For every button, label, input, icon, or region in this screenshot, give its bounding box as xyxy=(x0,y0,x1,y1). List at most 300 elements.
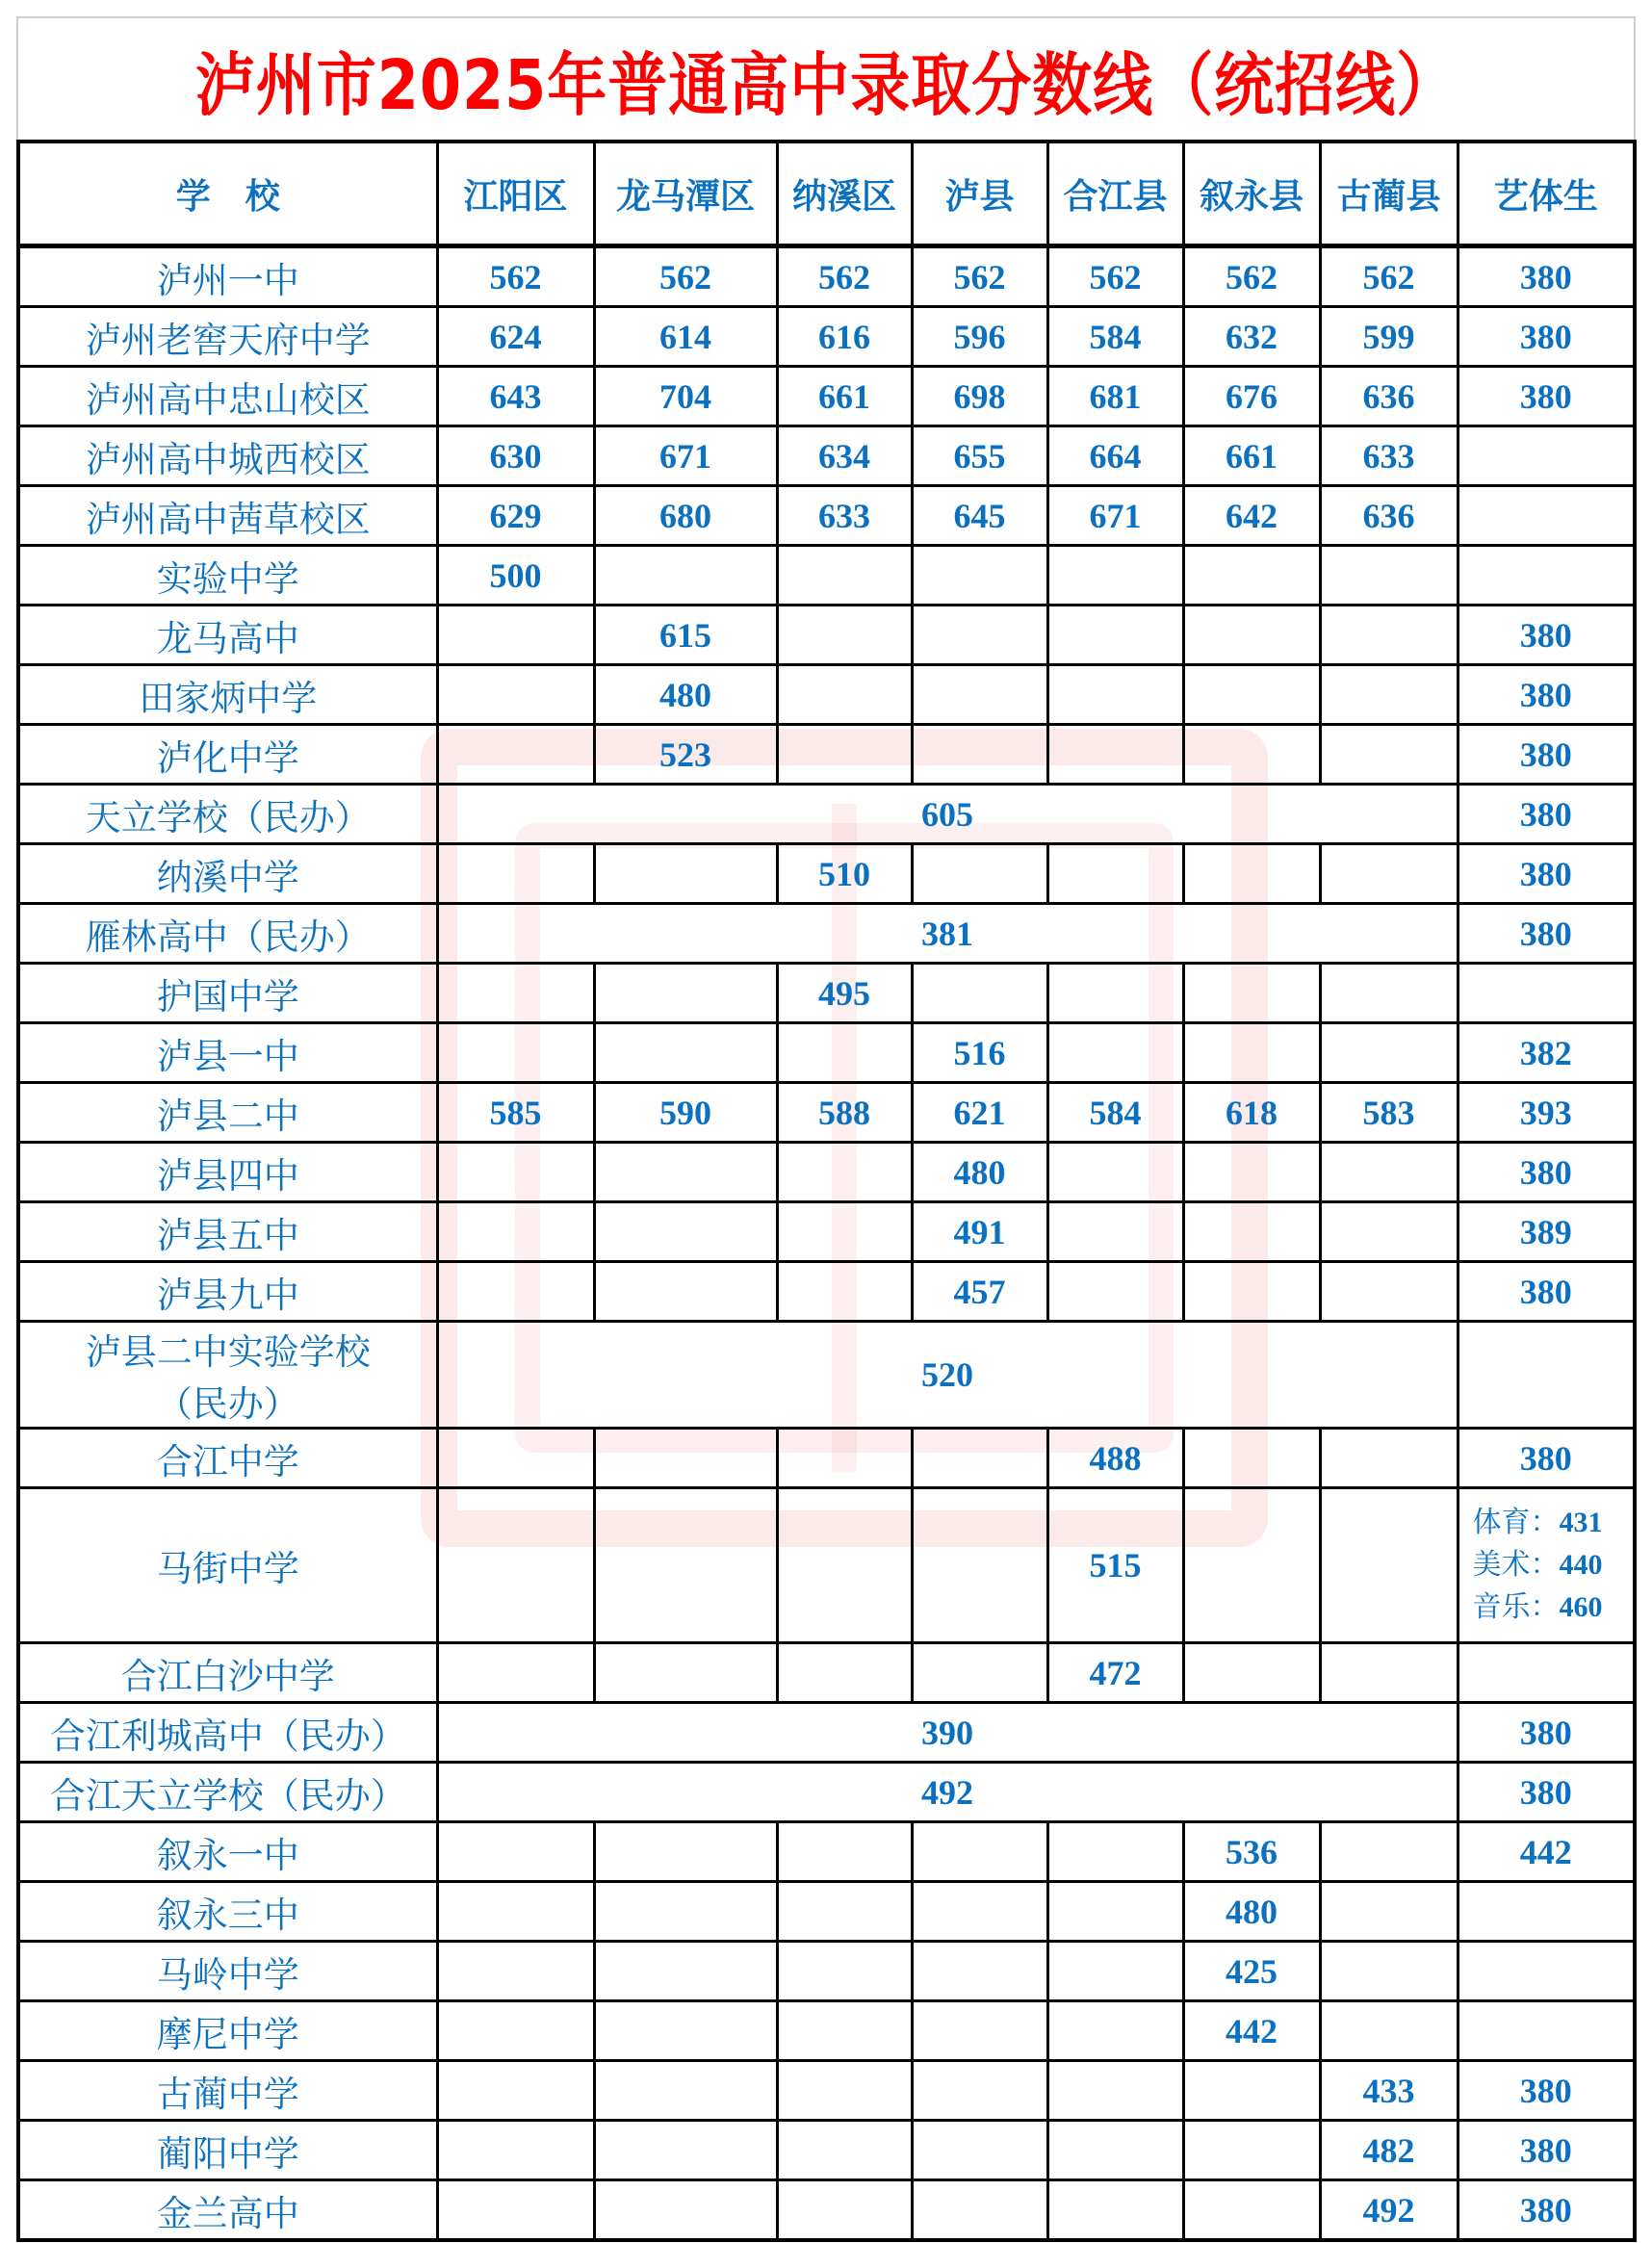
art-sports-score-cell: 380 xyxy=(1458,1703,1635,1763)
score-cell xyxy=(777,1429,912,1488)
score-cell: 661 xyxy=(1183,426,1320,486)
score-cell xyxy=(437,1822,594,1882)
score-cell: 634 xyxy=(777,426,912,486)
score-cell xyxy=(1320,1262,1458,1322)
score-cell xyxy=(1047,1023,1183,1083)
score-cell: 433 xyxy=(1320,2061,1458,2121)
art-sports-score-cell xyxy=(1458,546,1635,606)
score-cell: 680 xyxy=(594,486,777,546)
table-row xyxy=(18,964,1635,1023)
score-cell xyxy=(594,1429,777,1488)
score-cell xyxy=(1320,606,1458,665)
score-cell xyxy=(594,1942,777,2001)
score-cell xyxy=(912,1643,1047,1703)
score-cell xyxy=(777,1143,912,1202)
score-table xyxy=(16,140,1637,2242)
table-row xyxy=(18,2001,1635,2061)
score-cell: 661 xyxy=(777,367,912,426)
score-cell xyxy=(437,964,594,1023)
school-name: 蔺阳中学 xyxy=(18,2121,437,2180)
score-cell: 596 xyxy=(912,307,1047,367)
school-name: 实验中学 xyxy=(18,546,437,606)
table-row xyxy=(18,2121,1635,2180)
school-name: 泸县九中 xyxy=(18,1262,437,1322)
score-cell xyxy=(1183,844,1320,904)
table-row xyxy=(18,665,1635,725)
score-cell: 492 xyxy=(1320,2180,1458,2241)
score-cell xyxy=(912,1882,1047,1942)
table-row xyxy=(18,1643,1635,1703)
school-name: 金兰高中 xyxy=(18,2180,437,2241)
art-sports-score-cell: 380 xyxy=(1458,1262,1635,1322)
score-cell xyxy=(594,1488,777,1643)
score-cell: 621 xyxy=(912,1083,1047,1143)
score-cell: 633 xyxy=(777,486,912,546)
score-cell xyxy=(1047,844,1183,904)
score-cell: 562 xyxy=(912,246,1047,307)
score-cell xyxy=(1183,606,1320,665)
score-cell xyxy=(1183,1202,1320,1262)
score-cell: 425 xyxy=(1183,1942,1320,2001)
score-cell: 562 xyxy=(777,246,912,307)
score-cell xyxy=(594,964,777,1023)
table-row xyxy=(18,1703,1635,1763)
score-cell: 704 xyxy=(594,367,777,426)
merged-score-cell: 381 xyxy=(437,904,1458,964)
art-sports-score-cell: 380 xyxy=(1458,904,1635,964)
score-cell xyxy=(1320,844,1458,904)
art-subscore-line xyxy=(1473,1586,1634,1629)
score-cell xyxy=(1183,964,1320,1023)
score-cell: 614 xyxy=(594,307,777,367)
score-cell xyxy=(777,1643,912,1703)
art-subscore-line xyxy=(1473,1544,1634,1586)
score-cell xyxy=(777,1822,912,1882)
score-cell xyxy=(437,1488,594,1643)
score-cell: 482 xyxy=(1320,2121,1458,2180)
score-cell xyxy=(1047,546,1183,606)
merged-score-cell: 390 xyxy=(437,1703,1458,1763)
score-cell xyxy=(1183,725,1320,785)
header-art-sports: 艺体生 xyxy=(1458,142,1635,246)
score-cell xyxy=(594,1143,777,1202)
score-cell xyxy=(437,1202,594,1262)
score-cell: 516 xyxy=(912,1023,1047,1083)
score-cell: 562 xyxy=(1183,246,1320,307)
school-name-line: 泸县二中实验学校 xyxy=(85,1331,371,1373)
score-cell xyxy=(1047,725,1183,785)
score-cell xyxy=(777,2001,912,2061)
score-cell: 584 xyxy=(1047,307,1183,367)
art-sports-score-cell: 380 xyxy=(1458,367,1635,426)
score-cell xyxy=(594,2061,777,2121)
score-cell xyxy=(437,2180,594,2241)
score-cell xyxy=(912,1942,1047,2001)
score-cell: 588 xyxy=(777,1083,912,1143)
school-name: 合江天立学校（民办） xyxy=(18,1763,437,1822)
page-title-box xyxy=(16,16,1636,140)
score-cell xyxy=(1183,1429,1320,1488)
table-row xyxy=(18,1143,1635,1202)
table-row xyxy=(18,1488,1635,1643)
art-sports-score-cell: 380 xyxy=(1458,2061,1635,2121)
table-row xyxy=(18,606,1635,665)
score-cell xyxy=(594,1643,777,1703)
school-name: 泸州高中城西校区 xyxy=(18,426,437,486)
school-name: 合江中学 xyxy=(18,1429,437,1488)
score-cell xyxy=(437,1023,594,1083)
score-cell xyxy=(1320,546,1458,606)
score-cell xyxy=(594,1822,777,1882)
score-cell: 645 xyxy=(912,486,1047,546)
art-subscore-label: 体育： xyxy=(1472,1506,1560,1539)
score-cell xyxy=(1183,1023,1320,1083)
score-cell xyxy=(1320,1643,1458,1703)
score-cell: 510 xyxy=(777,844,912,904)
score-cell: 500 xyxy=(437,546,594,606)
score-cell xyxy=(777,606,912,665)
score-cell xyxy=(912,665,1047,725)
score-cell xyxy=(912,546,1047,606)
school-name: 泸州老窖天府中学 xyxy=(18,307,437,367)
merged-score-cell: 605 xyxy=(437,785,1458,844)
table-row xyxy=(18,1942,1635,2001)
score-cell: 562 xyxy=(437,246,594,307)
art-sports-score-cell: 393 xyxy=(1458,1083,1635,1143)
score-cell xyxy=(777,2061,912,2121)
art-sports-score-cell xyxy=(1458,964,1635,1023)
score-cell xyxy=(594,844,777,904)
score-cell: 536 xyxy=(1183,1822,1320,1882)
school-name: 泸州一中 xyxy=(18,246,437,307)
score-cell xyxy=(1047,1143,1183,1202)
score-cell: 671 xyxy=(594,426,777,486)
score-cell: 615 xyxy=(594,606,777,665)
score-cell xyxy=(777,546,912,606)
table-row xyxy=(18,2061,1635,2121)
score-cell xyxy=(912,606,1047,665)
score-cell xyxy=(1320,1882,1458,1942)
art-sports-score-cell: 380 xyxy=(1458,665,1635,725)
score-cell xyxy=(912,2180,1047,2241)
art-sports-score-cell xyxy=(1458,1488,1635,1643)
header-jiangyang: 江阳区 xyxy=(437,142,594,246)
table-row xyxy=(18,246,1635,307)
table-row xyxy=(18,844,1635,904)
score-cell: 630 xyxy=(437,426,594,486)
merged-score-cell: 520 xyxy=(437,1322,1458,1429)
score-cell: 584 xyxy=(1047,1083,1183,1143)
art-sports-score-cell: 380 xyxy=(1458,606,1635,665)
score-cell xyxy=(777,2121,912,2180)
header-longmatan: 龙马潭区 xyxy=(594,142,777,246)
score-cell: 633 xyxy=(1320,426,1458,486)
score-cell xyxy=(437,665,594,725)
school-name: 古蔺中学 xyxy=(18,2061,437,2121)
score-cell xyxy=(1320,1143,1458,1202)
school-name: 泸县四中 xyxy=(18,1143,437,1202)
score-cell xyxy=(912,2001,1047,2061)
merged-score-cell: 492 xyxy=(437,1763,1458,1822)
table-row xyxy=(18,785,1635,844)
score-cell xyxy=(777,1942,912,2001)
header-luxian: 泸县 xyxy=(912,142,1047,246)
score-cell xyxy=(594,1262,777,1322)
score-cell xyxy=(1183,1143,1320,1202)
score-cell xyxy=(912,844,1047,904)
score-cell: 616 xyxy=(777,307,912,367)
score-cell xyxy=(437,2121,594,2180)
page-title: 泸州市2025年普通高中录取分数线（统招线） xyxy=(194,43,1458,125)
score-cell xyxy=(594,2001,777,2061)
score-cell xyxy=(1320,1429,1458,1488)
score-cell xyxy=(437,1882,594,1942)
table-row xyxy=(18,904,1635,964)
table-row xyxy=(18,1822,1635,1882)
art-sports-score-cell: 380 xyxy=(1458,2121,1635,2180)
art-subscore-value: 431 xyxy=(1559,1507,1603,1538)
score-cell xyxy=(1183,2180,1320,2241)
table-row xyxy=(18,486,1635,546)
score-cell xyxy=(1320,1942,1458,2001)
school-name: 泸州高中忠山校区 xyxy=(18,367,437,426)
score-cell xyxy=(912,2121,1047,2180)
score-cell xyxy=(1047,606,1183,665)
art-sports-score-cell: 389 xyxy=(1458,1202,1635,1262)
score-cell xyxy=(437,1643,594,1703)
score-cell xyxy=(1047,964,1183,1023)
score-cell: 480 xyxy=(912,1143,1047,1202)
header-gulin: 古蔺县 xyxy=(1320,142,1458,246)
score-cell: 629 xyxy=(437,486,594,546)
score-cell: 636 xyxy=(1320,367,1458,426)
score-cell xyxy=(1047,2180,1183,2241)
school-name: 纳溪中学 xyxy=(18,844,437,904)
school-name: 天立学校（民办） xyxy=(18,785,437,844)
art-sports-score-cell: 380 xyxy=(1458,785,1635,844)
score-cell xyxy=(777,1202,912,1262)
school-name: 泸化中学 xyxy=(18,725,437,785)
table-row xyxy=(18,426,1635,486)
art-sports-score-cell xyxy=(1458,426,1635,486)
school-name: 叙永一中 xyxy=(18,1822,437,1882)
school-name: 马街中学 xyxy=(18,1488,437,1643)
score-cell xyxy=(777,2180,912,2241)
header-row xyxy=(18,142,1635,246)
score-cell: 480 xyxy=(594,665,777,725)
score-cell: 624 xyxy=(437,307,594,367)
header-xuyong: 叙永县 xyxy=(1183,142,1320,246)
art-sports-score-cell: 380 xyxy=(1458,725,1635,785)
school-name: 泸县一中 xyxy=(18,1023,437,1083)
table-row xyxy=(18,1322,1635,1429)
score-cell: 643 xyxy=(437,367,594,426)
score-cell: 681 xyxy=(1047,367,1183,426)
table-row xyxy=(18,1262,1635,1322)
table-row xyxy=(18,725,1635,785)
score-cell: 495 xyxy=(777,964,912,1023)
school-name: 雁林高中（民办） xyxy=(18,904,437,964)
score-cell xyxy=(437,2061,594,2121)
score-cell xyxy=(1047,1882,1183,1942)
score-cell xyxy=(1047,1942,1183,2001)
score-cell xyxy=(1183,2061,1320,2121)
art-subscore-value: 440 xyxy=(1559,1549,1603,1581)
table-row xyxy=(18,1083,1635,1143)
art-sports-score-cell: 380 xyxy=(1458,307,1635,367)
header-school: 学 校 xyxy=(18,142,437,246)
score-cell: 480 xyxy=(1183,1882,1320,1942)
art-sports-score-cell: 380 xyxy=(1458,1763,1635,1822)
score-cell xyxy=(594,1023,777,1083)
art-subscore-line xyxy=(1473,1502,1634,1544)
score-cell xyxy=(437,1143,594,1202)
score-cell xyxy=(1320,1202,1458,1262)
score-cell xyxy=(912,2061,1047,2121)
art-subscore-label: 美术： xyxy=(1472,1548,1560,1582)
table-row xyxy=(18,1202,1635,1262)
school-name: 马岭中学 xyxy=(18,1942,437,2001)
table-row xyxy=(18,546,1635,606)
art-subscore-label: 音乐： xyxy=(1472,1590,1560,1624)
table-row xyxy=(18,1429,1635,1488)
score-cell: 698 xyxy=(912,367,1047,426)
table-body xyxy=(18,246,1635,2241)
score-cell xyxy=(912,1488,1047,1643)
school-name: 合江白沙中学 xyxy=(18,1643,437,1703)
score-cell xyxy=(1183,1262,1320,1322)
score-cell: 585 xyxy=(437,1083,594,1143)
score-cell xyxy=(437,1262,594,1322)
school-name-line: （民办） xyxy=(156,1383,299,1425)
score-cell xyxy=(437,844,594,904)
score-cell xyxy=(1320,725,1458,785)
score-cell: 642 xyxy=(1183,486,1320,546)
table-row xyxy=(18,2180,1635,2241)
score-cell xyxy=(912,1429,1047,1488)
score-cell xyxy=(594,1882,777,1942)
score-cell xyxy=(1320,1488,1458,1643)
score-cell xyxy=(1047,665,1183,725)
school-name: 合江利城高中（民办） xyxy=(18,1703,437,1763)
score-cell xyxy=(437,1429,594,1488)
table-row xyxy=(18,1023,1635,1083)
art-sports-score-cell: 380 xyxy=(1458,844,1635,904)
score-cell: 562 xyxy=(1320,246,1458,307)
score-cell xyxy=(1320,964,1458,1023)
score-cell xyxy=(1320,1023,1458,1083)
art-sports-score-cell: 380 xyxy=(1458,1429,1635,1488)
art-sports-score-cell xyxy=(1458,1942,1635,2001)
art-sports-score-cell: 382 xyxy=(1458,1023,1635,1083)
score-cell: 472 xyxy=(1047,1643,1183,1703)
score-cell: 515 xyxy=(1047,1488,1183,1643)
score-cell xyxy=(1320,1822,1458,1882)
art-sports-score-cell xyxy=(1458,1643,1635,1703)
score-cell xyxy=(1320,665,1458,725)
score-cell xyxy=(1183,1488,1320,1643)
school-name: 泸县二中 xyxy=(18,1083,437,1143)
header-hejiang: 合江县 xyxy=(1047,142,1183,246)
score-cell xyxy=(1047,1202,1183,1262)
score-cell: 671 xyxy=(1047,486,1183,546)
score-sheet xyxy=(16,16,1636,2234)
score-cell xyxy=(1047,1262,1183,1322)
art-sports-score-cell: 380 xyxy=(1458,246,1635,307)
score-cell xyxy=(912,1822,1047,1882)
score-cell: 664 xyxy=(1047,426,1183,486)
art-sports-score-cell xyxy=(1458,2001,1635,2061)
table-row xyxy=(18,1882,1635,1942)
score-cell: 457 xyxy=(912,1262,1047,1322)
score-cell: 488 xyxy=(1047,1429,1183,1488)
score-cell: 562 xyxy=(1047,246,1183,307)
school-name: 叙永三中 xyxy=(18,1882,437,1942)
school-name: 田家炳中学 xyxy=(18,665,437,725)
score-cell xyxy=(594,1202,777,1262)
school-name: 龙马高中 xyxy=(18,606,437,665)
score-cell: 636 xyxy=(1320,486,1458,546)
score-cell: 442 xyxy=(1183,2001,1320,2061)
score-cell xyxy=(777,1262,912,1322)
score-cell: 523 xyxy=(594,725,777,785)
score-cell xyxy=(594,2121,777,2180)
score-cell xyxy=(777,725,912,785)
art-sports-score-cell: 380 xyxy=(1458,2180,1635,2241)
score-cell xyxy=(594,2180,777,2241)
score-cell xyxy=(1047,2001,1183,2061)
art-sports-score-cell xyxy=(1458,1882,1635,1942)
score-cell xyxy=(437,725,594,785)
score-cell: 599 xyxy=(1320,307,1458,367)
score-cell xyxy=(437,606,594,665)
score-cell xyxy=(437,2001,594,2061)
art-sports-score-cell xyxy=(1458,1322,1635,1429)
score-cell xyxy=(777,1023,912,1083)
table-row xyxy=(18,367,1635,426)
score-cell xyxy=(1183,546,1320,606)
art-sports-score-cell: 442 xyxy=(1458,1822,1635,1882)
table-row xyxy=(18,307,1635,367)
score-cell xyxy=(1183,2121,1320,2180)
score-cell xyxy=(1047,1822,1183,1882)
score-cell xyxy=(777,665,912,725)
score-cell xyxy=(1047,2121,1183,2180)
art-sports-score-cell: 380 xyxy=(1458,1143,1635,1202)
school-name: 护国中学 xyxy=(18,964,437,1023)
score-cell: 583 xyxy=(1320,1083,1458,1143)
score-cell xyxy=(912,725,1047,785)
school-name: 摩尼中学 xyxy=(18,2001,437,2061)
score-cell: 632 xyxy=(1183,307,1320,367)
score-cell: 655 xyxy=(912,426,1047,486)
art-sports-score-cell xyxy=(1458,486,1635,546)
score-cell xyxy=(437,1942,594,2001)
score-cell xyxy=(777,1882,912,1942)
score-cell xyxy=(1183,665,1320,725)
score-cell: 676 xyxy=(1183,367,1320,426)
score-cell: 590 xyxy=(594,1083,777,1143)
score-cell: 491 xyxy=(912,1202,1047,1262)
score-cell xyxy=(594,546,777,606)
score-cell xyxy=(777,1488,912,1643)
table-row xyxy=(18,1763,1635,1822)
school-name: 泸县五中 xyxy=(18,1202,437,1262)
score-cell xyxy=(1320,2001,1458,2061)
score-cell: 618 xyxy=(1183,1083,1320,1143)
school-name: 泸州高中茜草校区 xyxy=(18,486,437,546)
art-subscore-value: 460 xyxy=(1559,1591,1603,1623)
